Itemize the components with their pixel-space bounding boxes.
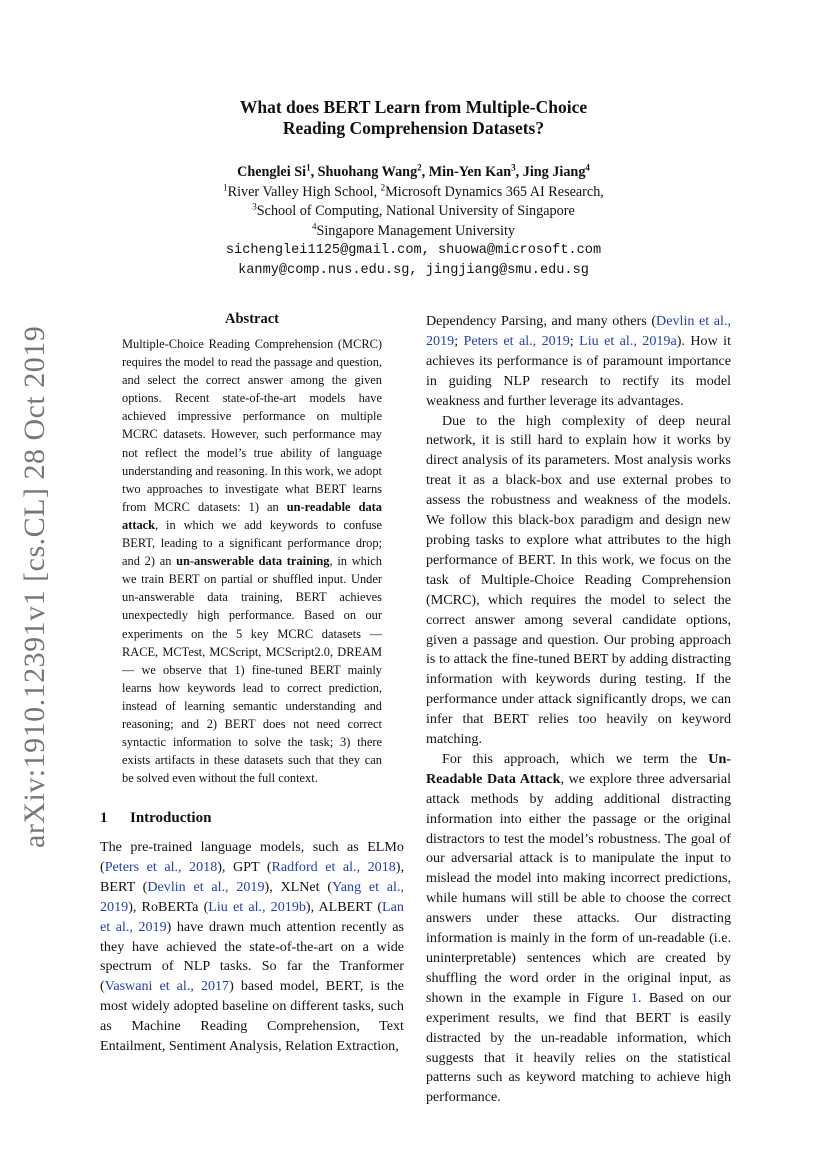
citation-link[interactable] [194, 978, 201, 994]
citation-link[interactable]: 2019 [236, 878, 265, 895]
citation-link[interactable]: 2019 [138, 918, 167, 935]
citation-link[interactable]: al., [518, 332, 537, 349]
citation-link[interactable] [379, 879, 387, 895]
intro-right-column [426, 312, 731, 1108]
affiliation-line-2: $^3$School of Computing, National University of Singapore [252, 201, 575, 219]
citation-link[interactable]: Radford [271, 858, 318, 875]
citation-link[interactable]: 2018 [367, 858, 396, 875]
citation-link[interactable]: al., [386, 878, 405, 895]
author-block [0, 163, 827, 280]
citation-link[interactable]: Devlin [147, 878, 186, 895]
citation-link[interactable]: Peters [463, 332, 498, 349]
citation-link[interactable]: Liu [208, 898, 228, 915]
figure-link[interactable]: 1 [630, 989, 638, 1006]
emails-line-1: sichenglei1125@gmail.com, shuowa@microsoft.com [225, 243, 602, 258]
citation-link[interactable] [335, 859, 343, 875]
citation-link[interactable]: et [325, 858, 336, 875]
intro-left-column [100, 838, 404, 1057]
arxiv-stamp: arXiv:1910.12391v1 [cs.CL] 28 Oct 2019 [18, 325, 51, 848]
citation-link[interactable]: 2019 [426, 332, 455, 349]
citation-link[interactable] [361, 879, 369, 895]
citation-link[interactable]: et [503, 332, 514, 349]
section-heading-introduction: 1 Introduction [100, 810, 212, 826]
citation-link[interactable]: Peters [104, 858, 140, 875]
citation-link[interactable]: 2018 [189, 858, 218, 875]
citation-link[interactable]: et [100, 918, 111, 935]
citation-link[interactable]: et [159, 978, 170, 995]
citation-link[interactable]: Yang [332, 878, 362, 895]
abstract-paragraph: Multiple-Choice Reading Comprehension (MCRC) requires the model to read the passage and question, and select the correct answer among the given options. Recent state-of-the-art models have achieved impressive performance on multiple MCRC datasets. However, such performance may not reflect the model’s true ability of language understanding and reasoning. In this work, we adopt two approaches to investigate what BERT learns from MCRC datasets: 1) an un-readable data attack, in which we add keywords to confuse BERT, leading to a significant performance drop; and 2) an un-answerable data training, in which we train BERT on partial or shuffled input. Under un-answerable data training, BERT achieves unexpectedly high performance. Based on our experiments on the 5 key MCRC datasets — RACE, MCTest, MCScript, MCScript2.0, DREAM — we observe that 1) fine-tuned BERT mainly learns how keywords lead to correct prediction, instead of learning semantic understanding and reasoning; and 2) BERT does not need correct syntactic information to solve the task; 3) there exists artifacts in these datasets such that they can be solved even without the full context. [122, 337, 382, 786]
citation-link[interactable]: Liu [579, 332, 599, 349]
intro-paragraph-2: Due to the high complexity of deep neural network, it is still hard to explain how it works by direct analysis of its parameters. Most analysis works treat it as a black-box and use external probes to assess the robustness and weakness of the models. We follow this black-box paradigm and design new probing tasks to explore what attributes to the high performance of BERT. In this work, we focus on the task of Multiple-Choice Reading Comprehension (MCRC), which requires the model to select the correct answer among several candidate options, given a passage and question. Our probing approach is to attack the fine-tuned BERT by adding distracting information with keywords during testing. If the performance under attack significantly drops, we can infer that BERT relies too heavily on keyword matching. [426, 412, 731, 748]
intro-paragraph-1: The pre-trained language models, such as ELMo (Peters et al., 2018), GPT (Radford et al., 2018), BERT (Devlin et al., 2019), XLNet (Yang et al., 2019), RoBERTa (Liu et al., 2019b), ALBERT (Lan et al., 2019) have drawn much attention recently as they have achieved the state-of-the-art on a wide spectrum of NLP tasks. So far the Tranformer (Vaswani et al., 2017) based model, BERT, is the most widely adopted baseline on different tasks, such as Machine Reading Comprehension, Text Entailment, Sentiment Analysis, Relation Extraction, [100, 839, 405, 1055]
citation-link[interactable]: al., [164, 858, 182, 875]
citation-link[interactable] [360, 859, 368, 875]
author-4: Jing Jiang [522, 164, 586, 180]
title-line-1: What does BERT Learn from Multiple-Choice [239, 97, 588, 117]
abstract-body [122, 335, 382, 787]
author-1: Chenglei Si [237, 164, 307, 180]
emails-line-2: kanmy@comp.nus.edu.sg, jingjiang@smu.edu.sg [238, 262, 589, 278]
paper-title [0, 97, 827, 139]
title-line-2: Reading Comprehension Datasets? [282, 118, 545, 138]
intro-paragraph-1-continued: Dependency Parsing, and many others (Devlin et al., 2019; Peters et al., 2019; Liu et al., 2019a). How it achieves its performance is of paramount importance in guiding NLP research to rectify its model weakness and further leverage its advantages. [426, 313, 732, 409]
citation-link[interactable]: al., [619, 332, 637, 349]
citation-link[interactable]: et [699, 313, 710, 329]
citation-link[interactable]: et [604, 332, 615, 349]
citation-link[interactable] [182, 859, 190, 875]
citation-link[interactable]: et [146, 858, 157, 875]
citation-link[interactable]: al., [713, 313, 731, 329]
citation-link[interactable]: 2019 [100, 898, 129, 915]
citation-link[interactable]: et [193, 878, 204, 895]
citation-link[interactable]: al., [248, 898, 266, 915]
citation-link[interactable] [139, 859, 147, 875]
author-names: Chenglei Si$^1$, Shuohang Wang$^2$, Min-Yen Kan$^3$, Jing Jiang$^4$ [237, 162, 590, 180]
intro-paragraph-3: For this approach, which we term the Un-Readable Data Attack, we explore three adversarial attack methods by adding additional distracting information into either the passage or the original distractors to test the model’s robustness. The goal of our adversarial attack is to manipulate the input to mislead the model into making incorrect predictions, while humans will still be able to choose the correct answers under these attacks. Our distracting information is mainly in the form of un-readable (i.e. uninterpretable) sentences which are created by shuffling the word order in the original input, as shown in the example in Figure 1. Based on our experiment results, we find that BERT is easily distracted by the un-readable information, which suggests that it heavily relies on the statistical patterns such as keyword matching to achieve high performance. [426, 750, 732, 1106]
citation-link[interactable]: al., [115, 918, 133, 935]
citation-link[interactable]: 2019b [270, 898, 306, 915]
citation-link[interactable]: al., [211, 878, 229, 895]
citation-link[interactable]: et [368, 878, 380, 895]
citation-link[interactable]: Devlin [656, 313, 695, 329]
author-2: Shuohang Wang [317, 164, 418, 180]
affiliation-line-1: $^1$River Valley High School, $^2$Microsoft Dynamics 365 AI Research, [223, 181, 604, 200]
citation-link[interactable]: al., [342, 858, 361, 875]
citation-link[interactable] [170, 978, 177, 994]
author-3: Min-Yen Kan [428, 164, 512, 180]
citation-link[interactable]: Vaswani [104, 978, 153, 995]
citation-link[interactable]: al., [176, 978, 194, 995]
affiliation-line-3: $^4$Singapore Management University [311, 220, 516, 239]
citation-link[interactable]: et [233, 898, 244, 915]
citation-link[interactable]: 2017 [200, 978, 230, 995]
citation-link[interactable]: Lan [382, 898, 404, 915]
citation-link[interactable]: 2019a [642, 332, 677, 349]
abstract-heading: Abstract [225, 311, 279, 327]
citation-link[interactable]: 2019 [541, 332, 570, 349]
